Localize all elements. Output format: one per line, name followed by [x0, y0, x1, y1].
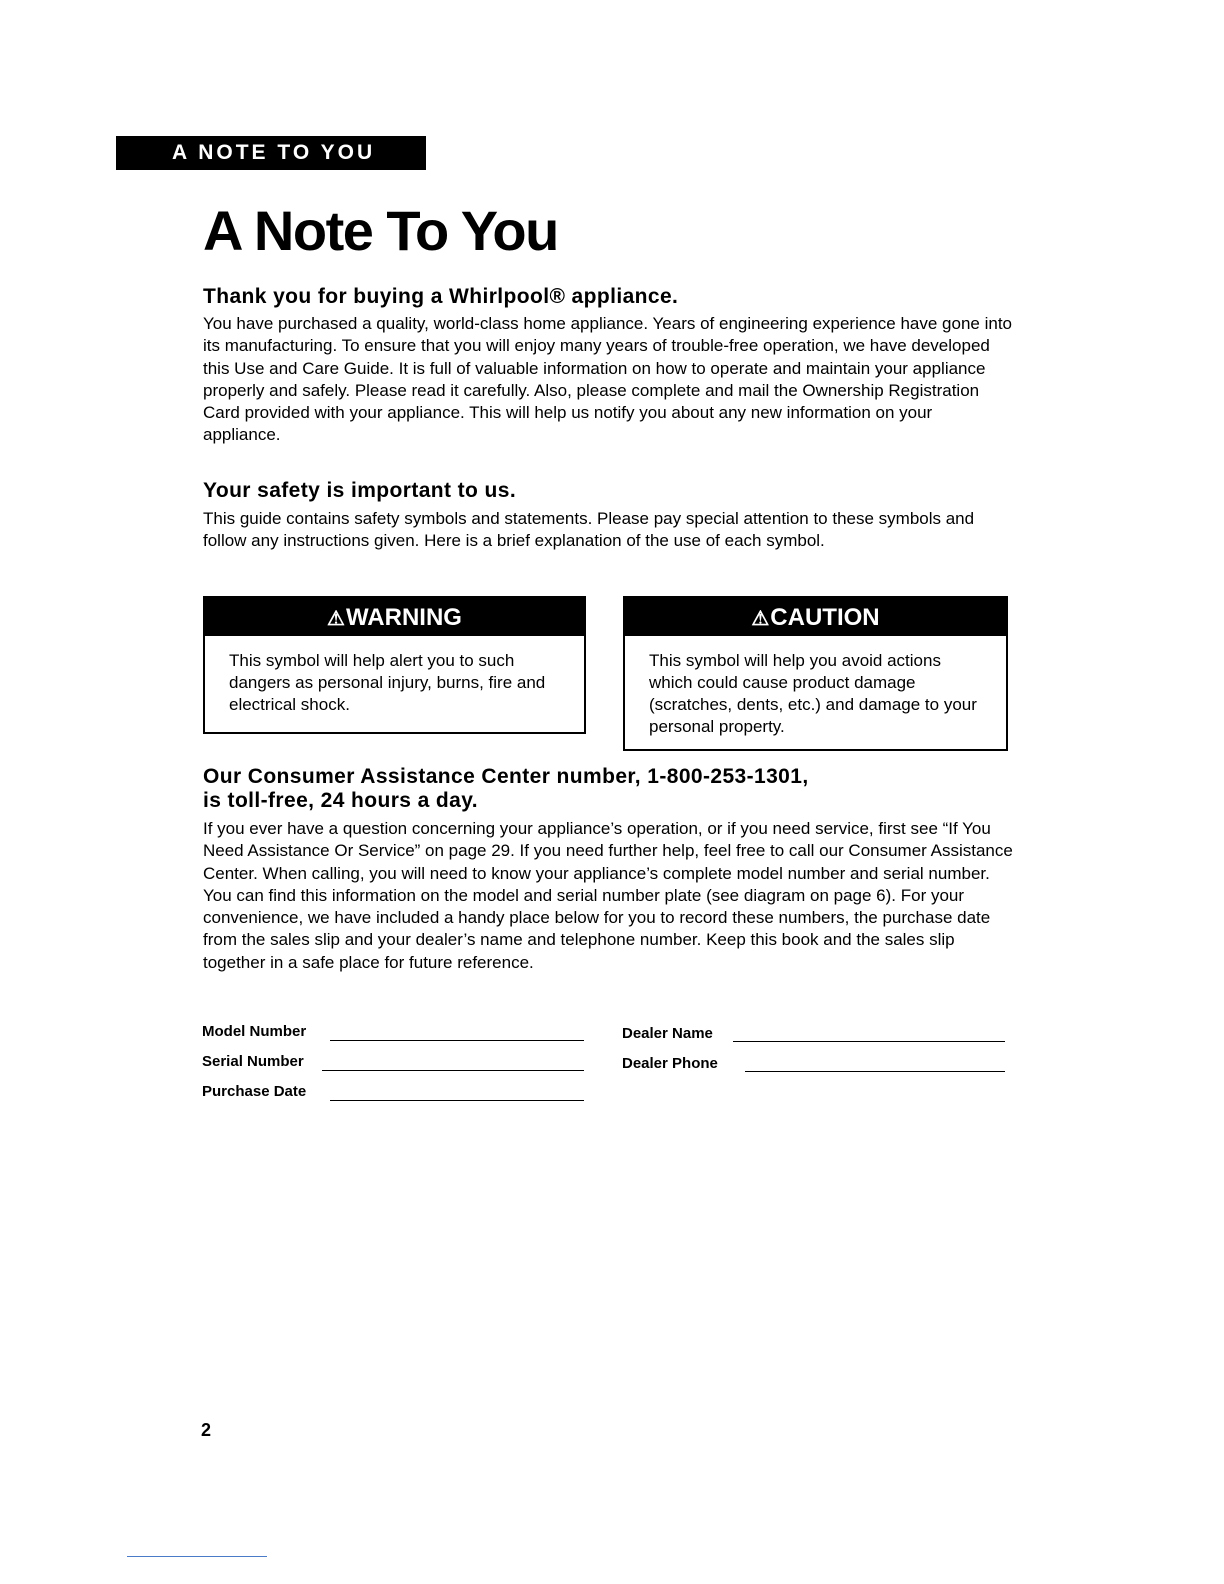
assistance-heading-line2: is toll-free, 24 hours a day.	[203, 789, 478, 812]
model-number-line[interactable]	[330, 1040, 584, 1041]
warning-header	[205, 598, 584, 636]
serial-number-label: Serial Number	[202, 1053, 304, 1070]
warning-label: WARNING	[345, 604, 462, 631]
model-number-row	[202, 1023, 306, 1040]
caution-triangle-icon: ⚠	[751, 608, 770, 630]
page-title: A Note To You	[203, 199, 558, 262]
dealer-phone-row	[622, 1055, 718, 1072]
warning-box	[203, 596, 586, 734]
thank-you-paragraph: You have purchased a quality, world-class home appliance. Years of engineering experience have gone into its manufacturing. To ensure that you will enjoy many years of trouble-free operation, we have developed this Use and Care Guide. It is full of valuable information on how to operate and maintain your appliance properly and safely. Please read it carefully. Also, please complete and mail the Ownership Registration Card provided with your appliance. This will help us notify you about any new information on your appliance.	[203, 314, 1012, 445]
dealer-name-row	[622, 1025, 713, 1042]
dealer-phone-label: Dealer Phone	[622, 1055, 718, 1072]
dealer-name-line[interactable]	[733, 1041, 1005, 1042]
serial-number-line[interactable]	[322, 1070, 584, 1071]
safety-heading: Your safety is important to us.	[203, 479, 517, 502]
purchase-date-line[interactable]	[330, 1100, 584, 1101]
assistance-heading-line1: Our Consumer Assistance Center number, 1-800-253-1301,	[203, 765, 809, 788]
thank-you-heading: Thank you for buying a Whirlpool® appliance.	[203, 285, 679, 308]
serial-number-row	[202, 1053, 304, 1070]
section-banner: A NOTE TO YOU	[116, 136, 426, 170]
purchase-date-label: Purchase Date	[202, 1083, 307, 1100]
safety-paragraph: This guide contains safety symbols and statements. Please pay special attention to these symbols and follow any instructions given. Here is a brief explanation of the use of each symbol.	[203, 509, 975, 551]
caution-header	[625, 598, 1006, 636]
bottom-rule	[127, 1556, 267, 1557]
page-number: 2	[201, 1420, 212, 1440]
model-number-label: Model Number	[202, 1023, 307, 1040]
purchase-date-row	[202, 1083, 306, 1100]
warning-text: This symbol will help alert you to such dangers as personal injury, burns, fire and electrical shock.	[229, 651, 546, 714]
caution-text: This symbol will help you avoid actions which could cause product damage (scratches, dents, etc.) and damage to your personal property.	[649, 651, 977, 736]
warning-triangle-icon: ⚠	[327, 608, 345, 630]
assistance-paragraph: If you ever have a question concerning your appliance’s operation, or if you need service, first see “If You Need Assistance Or Service” on page 29. If you need further help, feel free to call our Consumer Assistance Center. When calling, you will need to know your appliance’s complete model number and serial number. You can find this information on the model and serial number plate (see diagram on page 6). For your convenience, we have included a handy place below for you to record these numbers, the purchase date from the sales slip and your dealer’s name and telephone number. Keep this book and the sales slip together in a safe place for future reference.	[203, 819, 1013, 972]
caution-label: CAUTION	[770, 604, 880, 631]
dealer-phone-line[interactable]	[745, 1071, 1005, 1072]
caution-box	[623, 596, 1008, 751]
dealer-name-label: Dealer Name	[622, 1025, 713, 1042]
